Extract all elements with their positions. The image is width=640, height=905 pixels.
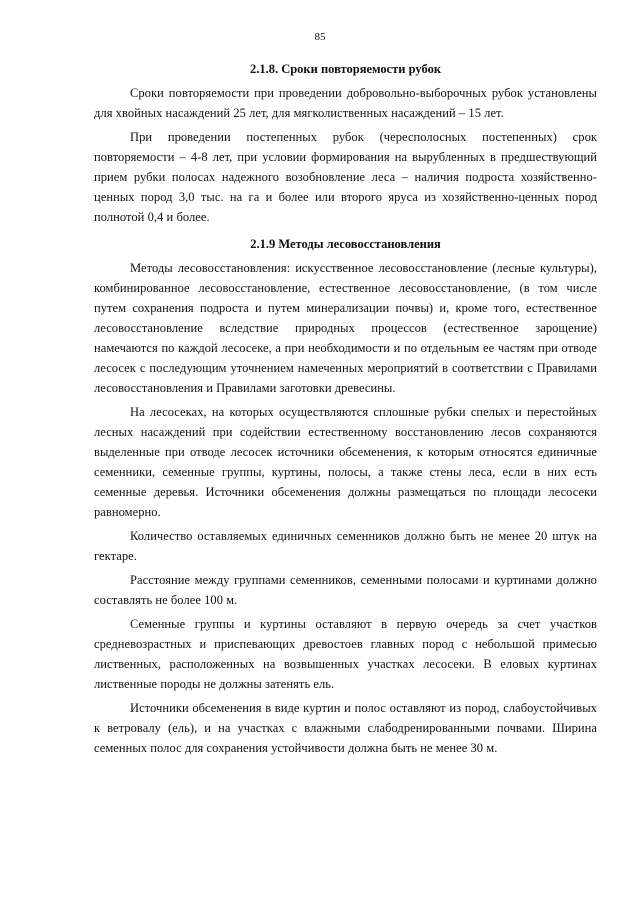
section-heading-2-1-8: 2.1.8. Сроки повторяемости рубок xyxy=(249,62,442,76)
paragraph: Расстояние между группами семенников, семенными полосами и куртинами должно составлять не более 100 м. xyxy=(94,573,597,607)
paragraph: Семенные группы и куртины оставляют в первую очередь за счет участков средневозрастных и приспевающих древостоев главных пород с небольшой примесью лиственных, расположенных на возвышенных участках лесосеки. В еловых куртинах лиственные породы не должны затенять ель. xyxy=(94,617,597,691)
page-number: 85 xyxy=(314,31,326,43)
section-heading-2-1-9: 2.1.9 Методы лесовосстановления xyxy=(250,237,441,251)
paragraph: Количество оставляемых единичных семенников должно быть не менее 20 штук на гектаре. xyxy=(94,529,597,563)
paragraph: При проведении постепенных рубок (чересполосных постепенных) срок повторяемости – 4-8 лет, при условии формирования на вырубленных в предшествующий прием рубки полосах надежного возобновление леса – наличия подроста хозяйственно-ценных пород 3,0 тыс. на га и более или второго яруса из хозяйственно-ценных пород полнотой 0,4 и более. xyxy=(94,130,597,224)
paragraph: Источники обсеменения в виде куртин и полос оставляют из пород, слабоустойчивых к ветровалу (ель), и на участках с влажными слабодренированными почвами. Ширина семенных полос для сохранения устойчивости должна быть не менее 30 м. xyxy=(94,701,597,755)
paragraph: Методы лесовосстановления: искусственное лесовосстановление (лесные культуры), комбинированное лесовосстановление, естественное лесовосстановление, (в том числе путем сохранения подроста и путем минерализации почвы) и, кроме того, естественное лесовосстановление вследствие природных процессов (естественное зарощение) намечаются по каждой лесосеке, а при необходимости и по отдельным ее частям при отводе лесосек с последующим уточнением намеченных мероприятий в соответствии с Правилами лесовосстановления и Правилами заготовки древесины. xyxy=(94,261,597,395)
paragraph: Сроки повторяемости при проведении добровольно-выборочных рубок установлены для хвойных насаждений 25 лет, для мягколиственных насаждений – 15 лет. xyxy=(94,86,597,120)
paragraph: На лесосеках, на которых осуществляются сплошные рубки спелых и перестойных лесных насаждений при содействии естественному восстановлению лесов сохраняются выделенные при отводе лесосек источники обсеменения, к которым относятся единичные семенники, семенные группы, куртины, полосы, а также стены леса, если в них есть семенные деревья. Источники обсеменения должны размещаться по площади лесосеки равномерно. xyxy=(94,405,597,519)
document-body xyxy=(94,60,597,758)
